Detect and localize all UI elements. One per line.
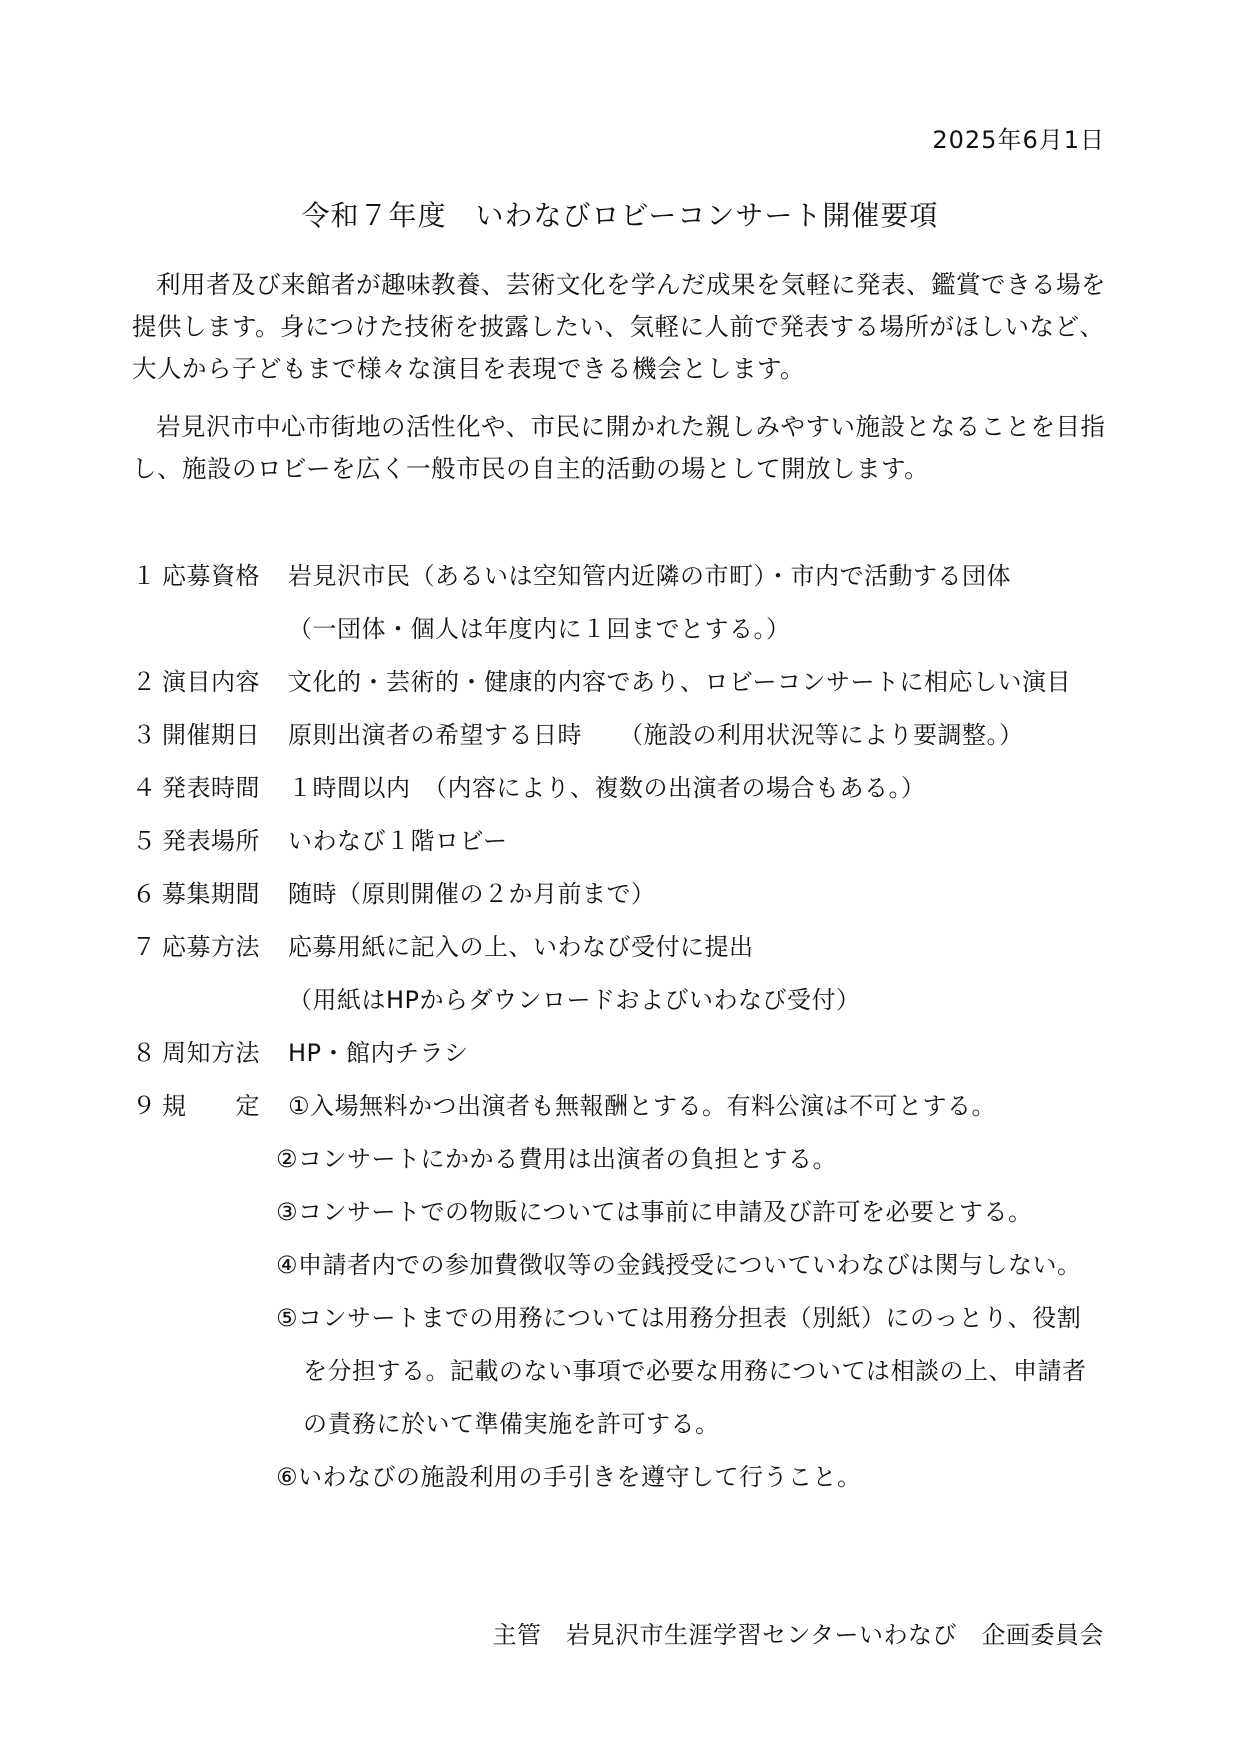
regulation-4: ④申請者内での参加費徴収等の金銭授受についていわなびは関与しない。: [276, 1251, 1082, 1279]
item-application-method: [132, 927, 754, 962]
regulation-5: ⑤コンサートまでの用務については用務分担表（別紙）にのっとり、役割: [276, 1304, 1082, 1332]
item-eligibility-continuation: （一団体・個人は年度内に１回までとする。）: [288, 615, 791, 643]
item-label: 発表場所: [162, 827, 260, 855]
item-label: 開催期日: [162, 721, 260, 749]
item-number: ６: [132, 880, 157, 908]
item-performance-time: [132, 768, 926, 803]
item-number: １: [132, 562, 157, 590]
item-number: ２: [132, 668, 157, 696]
document-title: 令和７年度 いわなびロビーコンサート開催要項: [301, 199, 939, 232]
item-program-content: [132, 662, 1071, 697]
item-text: 岩見沢市民（あるいは空知管内近隣の市町）・市内で活動する団体: [288, 562, 1011, 590]
regulation-5-line-2: を分担する。記載のない事項で必要な用務については相談の上、申請者: [303, 1357, 1087, 1385]
item-text: いわなび１階ロビー: [288, 827, 508, 855]
item-label: 周知方法: [162, 1039, 260, 1067]
item-label: 応募資格: [162, 562, 260, 590]
item-text: 文化的・芸術的・健康的内容であり、ロビーコンサートに相応しい演目: [288, 668, 1072, 696]
item-label: 演目内容: [162, 668, 260, 696]
organizer-footer: 主管 岩見沢市生涯学習センターいわなび 企画委員会: [492, 1621, 1104, 1649]
item-eligibility: [132, 556, 1011, 591]
item-label: 応募方法: [162, 933, 260, 961]
item-text: 随時（原則開催の２か月前まで）: [288, 880, 656, 908]
regulation-3: ③コンサートでの物販については事前に申請及び許可を必要とする。: [276, 1198, 1033, 1226]
item-text: ①入場無料かつ出演者も無報酬とする。有料公演は不可とする。: [288, 1092, 997, 1120]
item-number: ４: [132, 774, 157, 802]
item-number: ８: [132, 1039, 157, 1067]
item-text: HP・館内チラシ: [288, 1039, 469, 1067]
item-venue: [132, 821, 508, 856]
item-text: 応募用紙に記入の上、いわなび受付に提出: [288, 933, 754, 961]
document-date: 2025年6月1日: [932, 126, 1105, 154]
item-text: １時間以内 （内容により、複数の出演者の場合もある。）: [288, 774, 926, 802]
item-number: ３: [132, 721, 157, 749]
item-application-method-continuation: （用紙はHPからダウンロードおよびいわなび受付）: [288, 986, 861, 1014]
item-application-period: [132, 874, 656, 909]
item-label: 規 定: [162, 1092, 260, 1120]
item-event-date: [132, 715, 1024, 750]
intro-paragraph-2: 岩見沢市中心市街地の活性化や、市民に開かれた親しみやすい施設となることを目指し、施設のロビーを広く一般市民の自主的活動の場として開放します。: [132, 412, 1106, 483]
item-publicity: [132, 1033, 469, 1068]
item-text: 原則出演者の希望する日時 （施設の利用状況等により要調整。）: [288, 721, 1024, 749]
item-label: 発表時間: [162, 774, 260, 802]
item-number: ７: [132, 933, 157, 961]
regulation-5-line-3: の責務に於いて準備実施を許可する。: [303, 1410, 720, 1438]
item-number: ９: [132, 1092, 157, 1120]
intro-paragraph-1: 利用者及び来館者が趣味教養、芸術文化を学んだ成果を気軽に発表、鑑賞できる場を提供します。身につけた技術を披露したい、気軽に人前で発表する場所がほしいなど、大人から子どもまで様々な演目を表現できる機会とします。: [132, 270, 1106, 383]
item-regulations: [132, 1086, 996, 1121]
regulation-2: ②コンサートにかかる費用は出演者の負担とする。: [276, 1145, 838, 1173]
item-label: 募集期間: [162, 880, 260, 908]
regulation-6: ⑥いわなびの施設利用の手引きを遵守して行うこと。: [276, 1463, 862, 1491]
item-number: ５: [132, 827, 157, 855]
